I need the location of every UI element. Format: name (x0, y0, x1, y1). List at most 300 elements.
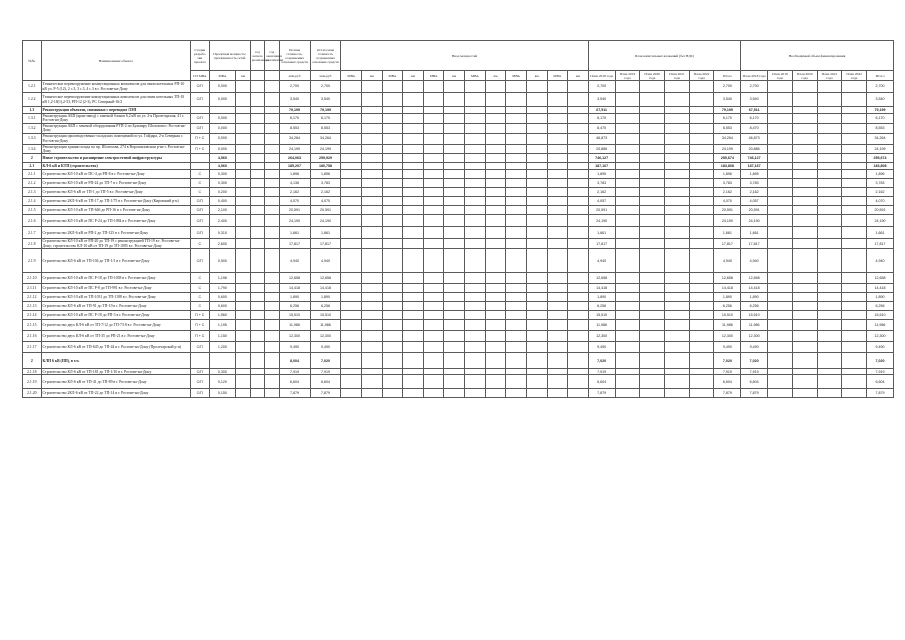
row-full-cost: 8,004 (279, 353, 310, 369)
row-ground-cell (423, 170, 444, 179)
row-power: 1,560 (209, 311, 236, 320)
row-ground-cell (382, 375, 403, 389)
row-ground-cell (403, 206, 424, 215)
row-ground-cell (485, 302, 506, 311)
row-ground-cell (382, 81, 403, 93)
row-end-year (265, 302, 279, 311)
row-name: Строительство КЛ-6 кВ от ТП-41 до ТП-89 в г. Ростове-на-Дону (41, 375, 190, 389)
row-km (236, 107, 250, 114)
row-invest-total: 14,418 (714, 284, 741, 293)
row-invest-total: 20,591 (714, 206, 741, 215)
row-invest-2018: 11,986 (588, 320, 615, 331)
row-ground-cell (423, 239, 444, 249)
row-finance-total: 1,890 (867, 293, 894, 302)
row-ground-cell (341, 154, 362, 163)
table-row (23, 239, 894, 249)
row-finance-year (842, 227, 867, 239)
row-full-cost: 1,896 (279, 170, 310, 179)
row-ground-cell (526, 227, 547, 239)
row-start-year (250, 179, 264, 188)
row-remaining-cost: 11,986 (310, 320, 341, 331)
row-ground-cell (382, 154, 403, 163)
row-ground-cell (506, 179, 527, 188)
row-invest-year (640, 93, 665, 107)
col-num: №№ (23, 41, 42, 81)
row-ground-cell (403, 389, 424, 398)
row-ground-cell (547, 320, 568, 331)
row-ground-cell (423, 93, 444, 107)
row-invest-year (665, 320, 690, 331)
row-full-cost: 79,199 (279, 107, 310, 114)
row-finance-2018: 24,190 (741, 215, 768, 227)
row-finance-year (842, 179, 867, 188)
row-ground-cell (423, 179, 444, 188)
row-finance-2018: 3,783 (741, 179, 768, 188)
row-ground-cell (526, 215, 547, 227)
row-invest-year (665, 163, 690, 170)
g-km-6: км (568, 71, 589, 81)
row-end-year (265, 342, 279, 353)
row-ground-cell (526, 389, 547, 398)
row-start-year (250, 239, 264, 249)
col-finance: Необходимый объем финансирования (741, 41, 894, 71)
row-ground-cell (423, 284, 444, 293)
row-invest-year (640, 197, 665, 206)
row-ground-cell (568, 107, 589, 114)
row-ground-cell (568, 302, 589, 311)
row-invest-year (640, 123, 665, 133)
row-remaining-cost: 4,070 (310, 197, 341, 206)
row-invest-total: 1,661 (714, 227, 741, 239)
row-ground-cell (506, 273, 527, 284)
row-remaining-cost: 6,256 (310, 302, 341, 311)
row-ground-cell (485, 154, 506, 163)
row-invest-year (640, 114, 665, 124)
row-ground-cell (506, 284, 527, 293)
row-ground-cell (568, 81, 589, 93)
row-invest-year (689, 107, 714, 114)
row-ground-cell (506, 81, 527, 93)
row-finance-2018: 4,057 (741, 197, 768, 206)
row-invest-total: 24,190 (714, 215, 741, 227)
row-ground-cell (526, 293, 547, 302)
row-invest-2018: 7,879 (588, 389, 615, 398)
row-ground-cell (444, 273, 465, 284)
row-name: Новое строительство и расширение электросетевой инфраструктуры (41, 154, 190, 163)
row-finance-year (792, 93, 817, 107)
row-invest-2018: 17,817 (588, 239, 615, 249)
row-finance-year (792, 389, 817, 398)
row-ground-cell (362, 197, 383, 206)
row-finance-total: 15,510 (867, 311, 894, 320)
row-remaining-cost: 15,510 (310, 311, 341, 320)
row-ground-cell (423, 133, 444, 144)
row-ground-cell (382, 163, 403, 170)
row-ground-cell (403, 107, 424, 114)
row-ground-cell (362, 227, 383, 239)
table-row (23, 302, 894, 311)
row-full-cost: 12,658 (279, 273, 310, 284)
row-ground-cell (506, 302, 527, 311)
row-ground-cell (382, 273, 403, 284)
row-start-year (250, 170, 264, 179)
row-invest-total: 8,553 (714, 123, 741, 133)
row-power: 0,000 (209, 81, 236, 93)
row-invest-year (615, 123, 640, 133)
row-finance-year (817, 188, 842, 197)
row-ground-cell (423, 331, 444, 342)
row-power: 0,500 (209, 249, 236, 273)
row-number: 2.1.19 (23, 375, 42, 389)
row-ground-cell (465, 133, 486, 144)
row-ground-cell (526, 311, 547, 320)
row-ground-cell (506, 342, 527, 353)
row-ground-cell (362, 114, 383, 124)
row-km (236, 389, 250, 398)
row-invest-year (615, 206, 640, 215)
row-number: 1.3.2 (23, 123, 42, 133)
row-ground-cell (341, 114, 362, 124)
row-finance-year (768, 311, 793, 320)
row-invest-2018: 67,511 (588, 107, 615, 114)
row-invest-2018: 2,162 (588, 188, 615, 197)
row-invest-year (640, 249, 665, 273)
row-start-year (250, 144, 264, 154)
table-row (23, 331, 894, 342)
row-power: 0,600 (209, 302, 236, 311)
row-invest-year (640, 302, 665, 311)
row-invest-year (689, 179, 714, 188)
table-row (23, 320, 894, 331)
row-invest-year (665, 389, 690, 398)
row-number: 2.1.16 (23, 331, 42, 342)
row-ground-cell (341, 375, 362, 389)
row-ground-cell (526, 284, 547, 293)
row-ground-cell (423, 144, 444, 154)
row-invest-year (689, 215, 714, 227)
row-ground-cell (465, 331, 486, 342)
row-finance-year (842, 293, 867, 302)
row-ground-cell (485, 239, 506, 249)
row-invest-2018: 2,700 (588, 81, 615, 93)
row-ground-cell (403, 273, 424, 284)
row-ground-cell (403, 215, 424, 227)
row-ground-cell (444, 302, 465, 311)
row-invest-year (640, 342, 665, 353)
row-stage: С (190, 293, 209, 302)
row-km (236, 133, 250, 144)
row-ground-cell (465, 179, 486, 188)
row-finance-year (768, 284, 793, 293)
row-invest-2018: 24,190 (588, 215, 615, 227)
row-finance-2018: 1,890 (741, 293, 768, 302)
f-2021: План 2021 года (817, 71, 842, 81)
g-mva-1: МВА (341, 71, 362, 81)
row-ground-cell (403, 331, 424, 342)
row-km (236, 197, 250, 206)
row-invest-year (615, 154, 640, 163)
row-invest-2018: 3,540 (588, 93, 615, 107)
row-ground-cell (465, 284, 486, 293)
row-finance-year (768, 188, 793, 197)
row-invest-total: 3,540 (714, 93, 741, 107)
row-invest-total: 3,783 (714, 179, 741, 188)
table-row (23, 170, 894, 179)
row-invest-year (689, 331, 714, 342)
row-ground-cell (568, 179, 589, 188)
row-finance-year (768, 144, 793, 154)
row-name: Строительство КЛ-10 кВ от ПС Р-8 до ТП-991 в г. Ростове-на-Дону (41, 284, 190, 293)
row-finance-year (817, 154, 842, 163)
row-invest-year (689, 154, 714, 163)
g-mva-3: МВА (423, 71, 444, 81)
row-remaining-cost: 1,896 (310, 170, 341, 179)
row-invest-year (689, 320, 714, 331)
row-start-year (250, 293, 264, 302)
row-ground-cell (341, 215, 362, 227)
row-name: Строительство двух КЛ-6 кВ от ТП-7/12 до ТП-7/18 в г. Ростове-на-Дону (41, 320, 190, 331)
row-ground-cell (485, 163, 506, 170)
row-invest-year (640, 239, 665, 249)
row-invest-2018: 14,418 (588, 284, 615, 293)
row-finance-year (842, 331, 867, 342)
unit-blank-2 (265, 71, 279, 81)
row-finance-total: 4,940 (867, 249, 894, 273)
row-invest-year (689, 249, 714, 273)
unit-mva: МВА (209, 71, 236, 81)
row-invest-total: 7,879 (714, 389, 741, 398)
row-invest-year (640, 311, 665, 320)
row-invest-year (615, 107, 640, 114)
row-ground-cell (568, 170, 589, 179)
row-stage (190, 107, 209, 114)
row-ground-cell (382, 188, 403, 197)
row-invest-year (689, 273, 714, 284)
row-start-year (250, 93, 264, 107)
row-km (236, 206, 250, 215)
row-finance-year (768, 342, 793, 353)
row-invest-year (615, 188, 640, 197)
row-finance-year (792, 353, 817, 369)
row-full-cost: 7,919 (279, 369, 310, 375)
row-km (236, 353, 250, 369)
row-start-year (250, 188, 264, 197)
row-finance-year (792, 179, 817, 188)
row-invest-year (615, 284, 640, 293)
row-ground-cell (403, 123, 424, 133)
row-ground-cell (444, 170, 465, 179)
unit-km: км (236, 71, 250, 81)
row-ground-cell (403, 133, 424, 144)
row-ground-cell (465, 249, 486, 273)
row-invest-year (640, 163, 665, 170)
row-finance-year (792, 273, 817, 284)
i-2018: План 2018 года (588, 71, 615, 81)
table-row (23, 389, 894, 398)
row-name: Строительство 2КЛ-6 кВ от РП-2 до ТП-125 в г. Ростове-на-Дону (41, 227, 190, 239)
row-finance-2018: 4,940 (741, 249, 768, 273)
row-start-year (250, 389, 264, 398)
row-finance-year (792, 311, 817, 320)
row-finance-total: 183,808 (867, 163, 894, 170)
row-stage: С (190, 284, 209, 293)
row-finance-2018: 9,490 (741, 342, 768, 353)
row-finance-total: 7,879 (867, 389, 894, 398)
g-km-5: км (526, 71, 547, 81)
row-finance-year (817, 273, 842, 284)
row-finance-year (817, 133, 842, 144)
row-ground-cell (526, 179, 547, 188)
row-ground-cell (423, 188, 444, 197)
row-full-cost: 6,604 (279, 375, 310, 389)
row-full-cost: 15,510 (279, 311, 310, 320)
row-finance-year (842, 342, 867, 353)
row-ground-cell (423, 293, 444, 302)
row-ground-cell (362, 133, 383, 144)
col-end-year: год окончания реализации (265, 41, 279, 71)
row-ground-cell (526, 302, 547, 311)
row-ground-cell (362, 284, 383, 293)
row-invest-year (615, 331, 640, 342)
row-remaining-cost: 6,604 (310, 375, 341, 389)
row-ground-cell (341, 227, 362, 239)
row-invest-2018: 20,886 (588, 144, 615, 154)
row-invest-total: 1,890 (714, 293, 741, 302)
row-invest-year (665, 206, 690, 215)
row-invest-year (665, 311, 690, 320)
row-invest-2018: 4,940 (588, 249, 615, 273)
row-start-year (250, 342, 264, 353)
row-ground-cell (444, 353, 465, 369)
row-full-cost: 6,170 (279, 114, 310, 124)
row-km (236, 311, 250, 320)
row-ground-cell (485, 170, 506, 179)
row-finance-year (842, 273, 867, 284)
row-ground-cell (506, 353, 527, 369)
row-ground-cell (362, 81, 383, 93)
row-ground-cell (547, 144, 568, 154)
table-body (23, 81, 894, 398)
row-power: 0,150 (209, 389, 236, 398)
row-ground-cell (526, 144, 547, 154)
row-finance-2018: 8,470 (741, 123, 768, 133)
row-finance-year (792, 197, 817, 206)
row-km (236, 144, 250, 154)
table-row (23, 114, 894, 124)
row-end-year (265, 197, 279, 206)
row-invest-total: 79,199 (714, 107, 741, 114)
row-ground-cell (485, 320, 506, 331)
row-invest-year (615, 302, 640, 311)
row-ground-cell (382, 284, 403, 293)
row-invest-year (689, 302, 714, 311)
row-finance-year (817, 284, 842, 293)
row-end-year (265, 114, 279, 124)
row-end-year (265, 179, 279, 188)
row-finance-year (842, 311, 867, 320)
row-invest-2018: 3,783 (588, 179, 615, 188)
row-invest-total: 4,070 (714, 197, 741, 206)
row-finance-year (792, 375, 817, 389)
row-finance-year (842, 114, 867, 124)
row-invest-year (665, 293, 690, 302)
row-ground-cell (362, 107, 383, 114)
row-ground-cell (382, 227, 403, 239)
row-ground-cell (341, 273, 362, 284)
row-invest-year (665, 227, 690, 239)
row-start-year (250, 123, 264, 133)
row-start-year (250, 215, 264, 227)
row-ground-cell (485, 342, 506, 353)
row-invest-year (615, 311, 640, 320)
row-end-year (265, 311, 279, 320)
row-ground-cell (341, 81, 362, 93)
row-name: Строительство КЛ-10 кВ от РП-20 до ТП-19 с реконструкцией ТП-19 в г. Ростове-на-Дону; строительство КЛ-10 кВ от ТП-19 до ТП-1085 в г. Ростове-на-Дону (41, 239, 190, 249)
row-power: 0,200 (209, 188, 236, 197)
row-end-year (265, 331, 279, 342)
row-finance-year (817, 93, 842, 107)
row-remaining-cost: 79,199 (310, 107, 341, 114)
row-ground-cell (547, 375, 568, 389)
row-invest-total: 2,700 (714, 81, 741, 93)
row-end-year (265, 144, 279, 154)
row-number: 2.1.5 (23, 206, 42, 215)
table-row (23, 123, 894, 133)
i-total: Итого (714, 71, 741, 81)
row-ground-cell (568, 293, 589, 302)
row-invest-year (665, 188, 690, 197)
row-ground-cell (568, 375, 589, 389)
row-invest-year (689, 170, 714, 179)
row-finance-year (817, 170, 842, 179)
row-invest-year (665, 144, 690, 154)
row-invest-2018: 1,661 (588, 227, 615, 239)
row-power: 2,600 (209, 239, 236, 249)
row-ground-cell (526, 206, 547, 215)
row-ground-cell (485, 389, 506, 398)
g-mva-2: МВА (382, 71, 403, 81)
row-ground-cell (341, 311, 362, 320)
row-name: Реконструкция производственно-складских помещений по ул. Гайдара, 2-я Северная г. Ростов-на-Дону (41, 133, 190, 144)
row-end-year (265, 353, 279, 369)
row-km (236, 114, 250, 124)
row-ground-cell (465, 389, 486, 398)
row-invest-year (615, 197, 640, 206)
row-ground-cell (444, 331, 465, 342)
row-ground-cell (362, 331, 383, 342)
row-ground-cell (444, 81, 465, 93)
row-km (236, 227, 250, 239)
row-power: 0,000 (209, 93, 236, 107)
row-ground-cell (444, 107, 465, 114)
row-stage: П + С (190, 133, 209, 144)
row-ground-cell (341, 170, 362, 179)
row-ground-cell (382, 239, 403, 249)
row-invest-year (640, 206, 665, 215)
row-ground-cell (485, 188, 506, 197)
row-ground-cell (465, 93, 486, 107)
row-ground-cell (423, 107, 444, 114)
row-finance-total: 12,658 (867, 273, 894, 284)
row-ground-cell (362, 93, 383, 107)
row-ground-cell (444, 206, 465, 215)
row-invest-year (640, 227, 665, 239)
row-ground-cell (403, 163, 424, 170)
row-invest-year (665, 331, 690, 342)
row-ground-cell (403, 188, 424, 197)
row-ground-cell (444, 293, 465, 302)
row-ground-cell (526, 114, 547, 124)
